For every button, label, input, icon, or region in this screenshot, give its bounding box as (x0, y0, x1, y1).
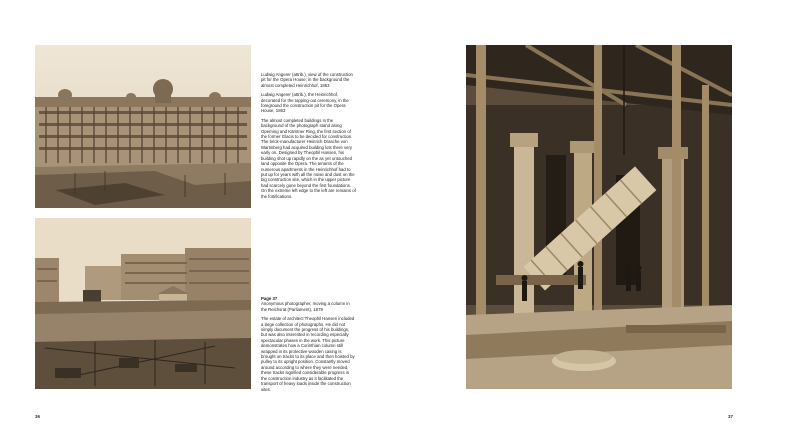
captions-bottom (261, 296, 356, 396)
photo-opera-construction-pit (35, 45, 251, 208)
page-number-left: 36 (35, 414, 41, 419)
caption-4: Anonymous photographer, moving a column in the Reichsrat (Parliament), 1879 (261, 301, 350, 312)
caption-page-ref: Page 37 (261, 296, 278, 301)
caption-2: Ludwig Angerer (attrib.), the Heinrichhof, decorated for the topping-out ceremony, in the foreground the construction pit for the Opera House, 1863 (261, 92, 349, 114)
page-number-right: 37 (728, 414, 734, 419)
caption-5: The estate of architect Theophil Hansen included a large collection of photographs. He did not simply document the progress of his buildings, but was also interested in recording especially spectacular phases in the work. This picture demonstrates how a Corinthian column still wrapped in its protective wooden casing is brought on tracks to its place and then hoisted by pulley to its upright position. Constantly moved around according to where they were needed, these tracks signified considerable progress in the construction industry as it facilitated the transport of heavy loads inside the construction sites. (261, 316, 355, 392)
caption-3: The almost completed buildings in the background of the photograph stand along Operning and Kärntner Ring, the first section of the former Glacis to be decided for construction. The brick-manufacturer Heinrich Drasche von Wartinberg had acquired building lots there very early on. Designed by Theophil Hansen, his building shot up rapidly on the as yet untouched land opposite the Opera. The tenants of the numerous apartments in the Heinrichhof had to put up for years with all the noise and dust on the big construction site, which in the upper picture had scarcely gone beyond the first foundations. On the extreme left edge to the left are remains of the fortifications. (261, 117, 356, 199)
captions-top (261, 72, 356, 203)
caption-1: Ludwig Angerer (attrib.), view of the construction pit for the Opera House; in the background the almost completed Heinrichhof, 1863 (261, 72, 353, 88)
photo-moving-column-parliament (466, 45, 732, 389)
photo-heinrichhof-construction (35, 218, 251, 389)
